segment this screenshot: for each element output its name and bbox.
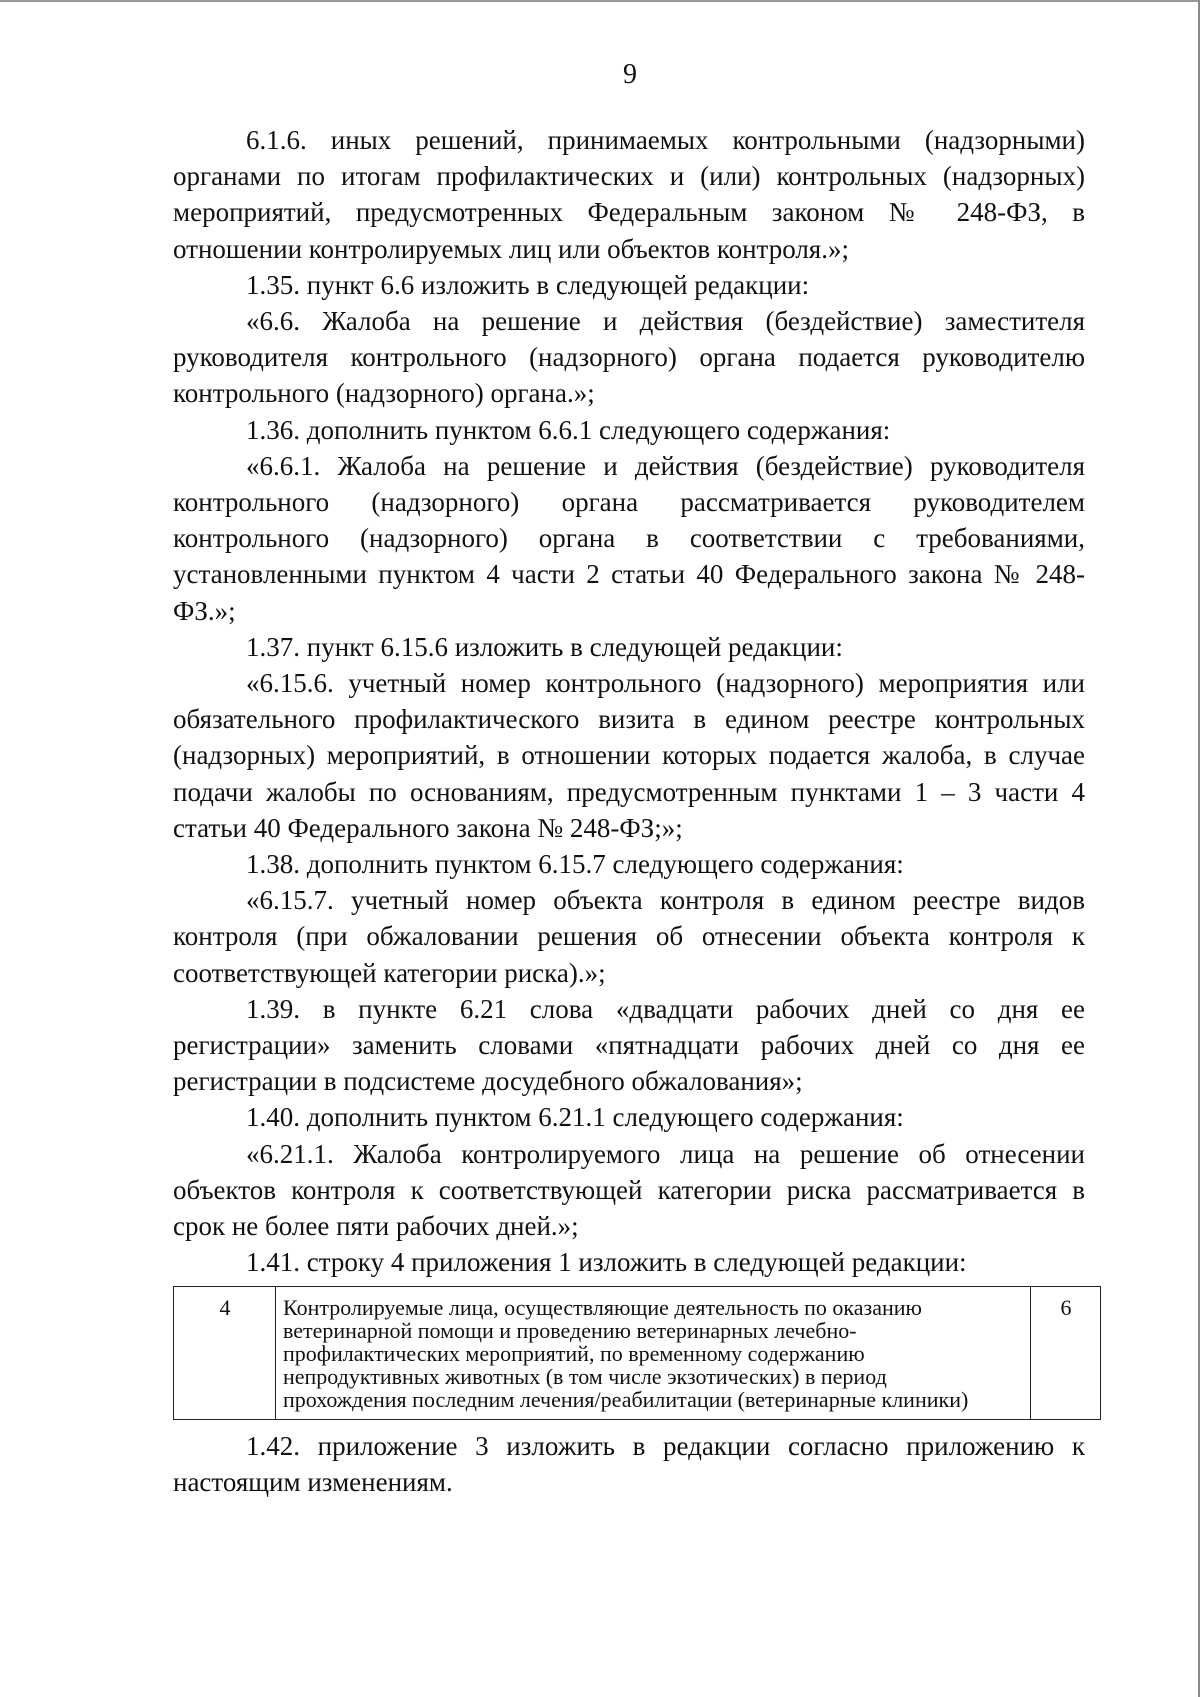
paragraph-6-1-6: 6.1.6. иных решений, принимаемых контрольными (надзорными) органами по итогам профилактических и (или) контрольных (надзорных) мероприятий, предусмотренных Федеральным законом № 248-ФЗ, в отношении контролируемых лиц или объектов контроля.»; (173, 125, 1085, 264)
row-number-cell: 4 (174, 1286, 276, 1419)
scan-edge-top (0, 0, 1200, 2)
paragraph-1-41: 1.41. строку 4 приложения 1 изложить в следующей редакции: (246, 1247, 967, 1278)
paragraph-6-6-1: «6.6.1. Жалоба на решение и действия (бездействие) руководителя контрольного (надзорного) органа рассматривается руководителем контрольного (надзорного) органа в соответствии с требованиями, установленными пунктом 4 части 2 статьи 40 Федерального закона № 248-ФЗ.»; (173, 450, 1085, 626)
paragraph-1-36: 1.36. дополнить пунктом 6.6.1 следующего содержания: (246, 414, 891, 445)
paragraph-1-42: 1.42. приложение 3 изложить в редакции согласно приложению к настоящим изменениям. (173, 1430, 1085, 1497)
page-number: 9 (623, 59, 637, 90)
paragraph-1-40: 1.40. дополнить пунктом 6.21.1 следующего содержания: (246, 1102, 904, 1133)
document-body (173, 122, 1085, 1500)
paragraph-6-21-1: «6.21.1. Жалоба контролируемого лица на решение об отнесении объектов контроля к соответствующей категории риска рассматривается в срок не более пяти рабочих дней.»; (173, 1138, 1085, 1242)
row-description-cell: Контролируемые лица, осуществляющие деятельность по оказанию ветеринарной помощи и проведению ветеринарных лечебно-профилактических мероприятий, по временному содержанию непродуктивных животных (в том числе экзотических) в период прохождения последним лечения/реабилитации (ветеринарные клиники) (276, 1286, 1031, 1419)
table-row (174, 1286, 1101, 1419)
paragraph-6-15-6: «6.15.6. учетный номер контрольного (надзорного) мероприятия или обязательного профилактического визита в едином реестре контрольных (надзорных) мероприятий, в отношении которых подается жалоба, в случае подачи жалобы по основаниям, предусмотренным пунктами 1 – 3 части 4 статьи 40 Федерального закона № 248-ФЗ;»; (173, 668, 1085, 843)
paragraph-1-38: 1.38. дополнить пунктом 6.15.7 следующего содержания: (246, 849, 904, 880)
appendix-row-table (173, 1286, 1101, 1420)
paragraph-6-6: «6.6. Жалоба на решение и действия (бездействие) заместителя руководителя контрольного (надзорного) органа подается руководителю контрольного (надзорного) органа.»; (173, 306, 1085, 409)
paragraph-6-15-7: «6.15.7. учетный номер объекта контроля в едином реестре видов контроля (при обжаловании решения об отнесении объекта контроля к соответствующей категории риска).»; (173, 885, 1085, 988)
paragraph-1-37: 1.37. пункт 6.15.6 изложить в следующей редакции: (246, 631, 843, 662)
paragraph-1-39: 1.39. в пункте 6.21 слова «двадцати рабочих дней со дня ее регистрации» заменить словами «пятнадцати рабочих дней со дня ее регистрации в подсистеме досудебного обжалования»; (173, 993, 1085, 1097)
paragraph-1-35: 1.35. пункт 6.6 изложить в следующей редакции: (246, 269, 810, 300)
row-value-cell: 6 (1031, 1286, 1101, 1419)
